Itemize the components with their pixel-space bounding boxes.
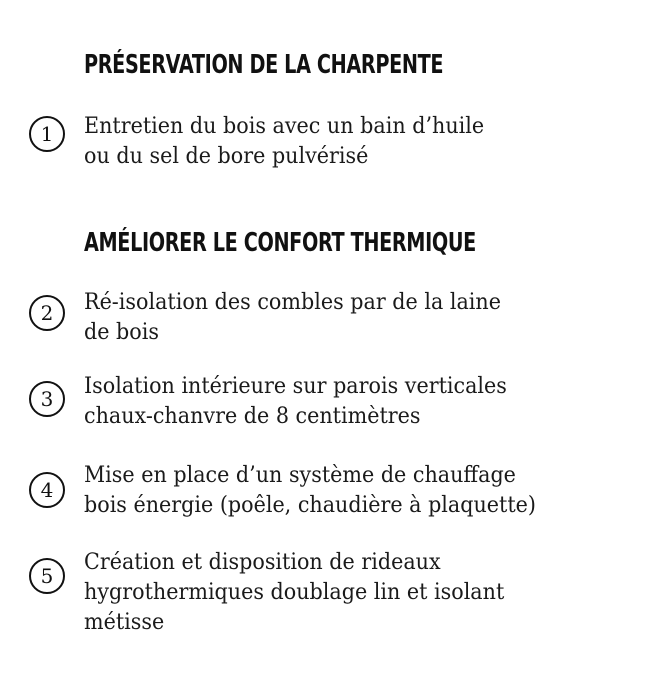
section-heading-preservation: PRÉSERVATION DE LA CHARPENTE bbox=[84, 50, 444, 80]
item-text-line: métisse bbox=[84, 610, 165, 635]
number-badge-5: 5 bbox=[29, 558, 65, 594]
number-badge-3: 3 bbox=[29, 381, 65, 417]
item-text-line: ou du sel de bore pulvérisé bbox=[84, 144, 369, 169]
item-text-4 bbox=[84, 461, 536, 521]
number-badge-2: 2 bbox=[29, 295, 65, 331]
section-heading-confort-thermique: AMÉLIORER LE CONFORT THERMIQUE bbox=[84, 228, 476, 258]
item-text-2 bbox=[84, 288, 501, 348]
item-text-5 bbox=[84, 548, 504, 638]
item-text-line: Création et disposition de rideaux bbox=[84, 550, 441, 575]
item-text-1 bbox=[84, 112, 484, 172]
item-text-line: Entretien du bois avec un bain d’huile bbox=[84, 114, 485, 139]
item-text-line: Isolation intérieure sur parois verticales bbox=[84, 374, 507, 399]
item-text-line: Mise en place d’un système de chauffage bbox=[84, 463, 516, 488]
item-text-line: de bois bbox=[84, 320, 159, 345]
item-text-line: Ré-isolation des combles par de la laine bbox=[84, 290, 501, 315]
number-badge-4: 4 bbox=[29, 472, 65, 508]
item-text-line: bois énergie (poêle, chaudière à plaquette) bbox=[84, 493, 536, 518]
item-text-line: chaux-chanvre de 8 centimètres bbox=[84, 404, 421, 429]
item-text-3 bbox=[84, 372, 507, 432]
number-badge-1: 1 bbox=[29, 116, 65, 152]
item-text-line: hygrothermiques doublage lin et isolant bbox=[84, 580, 505, 605]
